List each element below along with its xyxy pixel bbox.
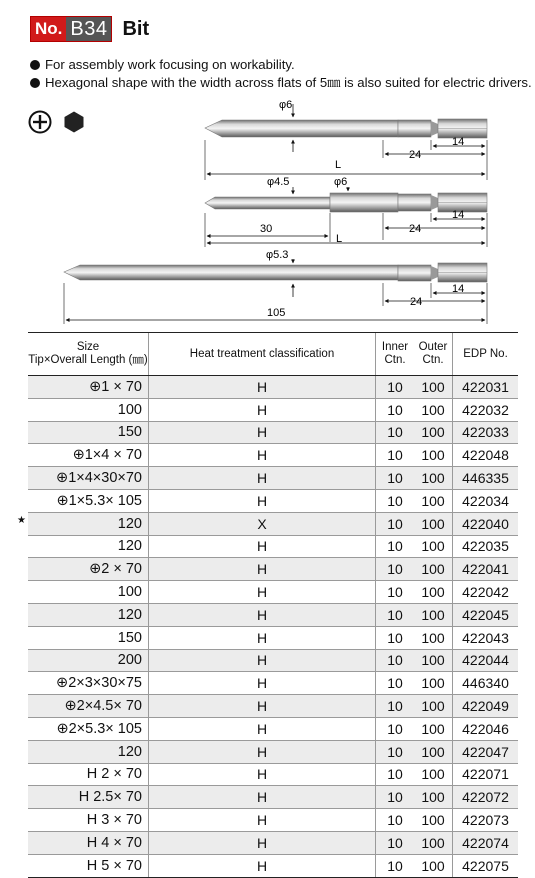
outer-ctn-cell: 100	[414, 467, 453, 490]
heat-cell: H	[149, 489, 376, 512]
outer-ctn-cell: 100	[414, 717, 453, 740]
edp-cell: 422044	[453, 649, 519, 672]
size-column-header	[28, 333, 149, 376]
edp-cell: 422041	[453, 558, 519, 581]
heat-cell: H	[149, 626, 376, 649]
bit-3-overall-length: 105	[267, 307, 286, 319]
heat-cell: H	[149, 444, 376, 467]
inner-ctn-cell: 10	[376, 649, 415, 672]
size-cell: 150	[28, 626, 149, 649]
heat-cell: H	[149, 786, 376, 809]
outer-ctn-cell: 100	[414, 786, 453, 809]
heat-cell: H	[149, 809, 376, 832]
inner-ctn-cell: 10	[376, 444, 415, 467]
edp-cell: 446335	[453, 467, 519, 490]
outer-ctn-cell: 100	[414, 558, 453, 581]
edp-cell: 422042	[453, 581, 519, 604]
edp-cell: 422035	[453, 535, 519, 558]
table-row	[28, 489, 518, 512]
outer-ctn-cell: 100	[414, 649, 453, 672]
size-cell: ⊕2×3×30×75	[28, 672, 149, 695]
edp-cell: 422071	[453, 763, 519, 786]
inner-ctn-cell: 10	[376, 558, 415, 581]
heat-cell: H	[149, 376, 376, 399]
outer-ctn-cell: 100	[414, 809, 453, 832]
bit-3-dim-14: 14	[452, 283, 465, 295]
heat-cell: H	[149, 535, 376, 558]
size-cell: ⊕2×4.5× 70	[28, 695, 149, 718]
bit-2-drawing	[205, 176, 487, 247]
edp-cell: 446340	[453, 672, 519, 695]
product-title: Bit	[122, 17, 150, 40]
bit-1-drawing	[205, 99, 487, 180]
bit-2-dim-14: 14	[452, 209, 465, 221]
specification-table	[28, 332, 518, 878]
heat-cell: H	[149, 763, 376, 786]
bit-dimension-diagram	[0, 95, 535, 330]
product-number-badge	[30, 16, 112, 42]
outer-ctn-cell: 100	[414, 581, 453, 604]
inner-ctn-cell: 10	[376, 512, 415, 535]
inner-ctn-cell: 10	[376, 489, 415, 512]
outer-ctn-cell: 100	[414, 444, 453, 467]
inner-ctn-cell: 10	[376, 809, 415, 832]
table-row	[28, 558, 518, 581]
heat-cell: H	[149, 581, 376, 604]
bit-2-shank-diameter: φ6	[334, 176, 348, 188]
outer-ctn-cell: 100	[414, 695, 453, 718]
outer-ctn-cell: 100	[414, 535, 453, 558]
bit-3-drawing	[64, 249, 487, 324]
outer-ctn-cell: 100	[414, 421, 453, 444]
table-row	[28, 535, 518, 558]
inner-ctn-cell: 10	[376, 763, 415, 786]
outer-ctn-cell: 100	[414, 512, 453, 535]
inner-ctn-cell: 10	[376, 740, 415, 763]
inner-ctn-cell: 10	[376, 831, 415, 854]
edp-cell: 422032	[453, 398, 519, 421]
bit-1-length-label: L	[335, 159, 342, 171]
table-row	[28, 717, 518, 740]
inner-ctn-cell: 10	[376, 786, 415, 809]
heat-cell: H	[149, 854, 376, 877]
table-header-row	[28, 333, 518, 376]
size-header-line: Tip×Overall Length (㎜)	[28, 354, 148, 366]
edp-cell: 422075	[453, 854, 519, 877]
heat-cell: H	[149, 831, 376, 854]
outer-column-header	[414, 333, 453, 376]
inner-ctn-cell: 10	[376, 376, 415, 399]
inner-ctn-cell: 10	[376, 421, 415, 444]
feature-text: Hexagonal shape with the width across flats of 5㎜ is also suited for electric drivers.	[45, 75, 532, 90]
table-row	[28, 740, 518, 763]
outer-ctn-cell: 100	[414, 672, 453, 695]
table-row	[28, 626, 518, 649]
heat-cell: H	[149, 558, 376, 581]
size-cell: 100	[28, 398, 149, 421]
outer-ctn-cell: 100	[414, 763, 453, 786]
size-cell: ⊕1×4 × 70	[28, 444, 149, 467]
edp-cell: 422033	[453, 421, 519, 444]
heat-cell: H	[149, 717, 376, 740]
outer-ctn-cell: 100	[414, 603, 453, 626]
size-cell: H 2 × 70	[28, 763, 149, 786]
table-row	[28, 421, 518, 444]
bullet-dot-icon	[30, 60, 40, 70]
inner-ctn-cell: 10	[376, 695, 415, 718]
table-row	[28, 603, 518, 626]
size-cell: ⊕2 × 70	[28, 558, 149, 581]
size-cell: H 4 × 70	[28, 831, 149, 854]
inner-ctn-cell: 10	[376, 854, 415, 877]
outer-ctn-cell: 100	[414, 740, 453, 763]
size-cell: ⊕1 × 70	[28, 376, 149, 399]
edp-cell: 422074	[453, 831, 519, 854]
feature-list	[30, 56, 532, 92]
feature-item	[30, 56, 532, 74]
inner-ctn-cell: 10	[376, 467, 415, 490]
number-prefix: No.	[31, 17, 66, 41]
edp-column-header: EDP No.	[453, 333, 519, 376]
feature-text: For assembly work focusing on workability.	[45, 57, 295, 72]
table-row	[28, 398, 518, 421]
heat-cell: H	[149, 695, 376, 718]
heat-cell: H	[149, 467, 376, 490]
product-header	[30, 16, 149, 42]
inner-ctn-cell: 10	[376, 672, 415, 695]
bit-1-dim-24: 24	[409, 149, 422, 161]
inner-ctn-cell: 10	[376, 535, 415, 558]
product-code: B34	[66, 17, 111, 41]
size-cell: 120	[28, 740, 149, 763]
size-cell: H 3 × 70	[28, 809, 149, 832]
inner-ctn-cell: 10	[376, 398, 415, 421]
table-row	[28, 444, 518, 467]
size-cell: 150	[28, 421, 149, 444]
heat-cell: H	[149, 649, 376, 672]
bit-2-length-label: L	[336, 233, 343, 245]
table-row	[28, 512, 518, 535]
heat-column-header: Heat treatment classification	[149, 333, 376, 376]
inner-ctn-cell: 10	[376, 717, 415, 740]
heat-cell: H	[149, 421, 376, 444]
edp-cell: 422047	[453, 740, 519, 763]
size-cell: H 5 × 70	[28, 854, 149, 877]
table-row	[28, 809, 518, 832]
star-mark-icon: ★	[17, 514, 26, 526]
edp-cell: 422049	[453, 695, 519, 718]
inner-header-line: Ctn.	[384, 354, 406, 366]
edp-cell: 422048	[453, 444, 519, 467]
inner-ctn-cell: 10	[376, 581, 415, 604]
size-cell: H 2.5× 70	[28, 786, 149, 809]
size-cell: 120	[28, 535, 149, 558]
edp-cell: 422040	[453, 512, 519, 535]
size-cell: ⊕1×4×30×70	[28, 467, 149, 490]
outer-ctn-cell: 100	[414, 854, 453, 877]
outer-ctn-cell: 100	[414, 626, 453, 649]
table-row	[28, 763, 518, 786]
edp-cell: 422031	[453, 376, 519, 399]
outer-ctn-cell: 100	[414, 489, 453, 512]
bit-3-dim-24: 24	[410, 296, 423, 308]
heat-cell: H	[149, 740, 376, 763]
inner-column-header	[376, 333, 415, 376]
size-cell: ⊕2×5.3× 105	[28, 717, 149, 740]
bullet-dot-icon	[30, 78, 40, 88]
heat-cell: X	[149, 512, 376, 535]
table-row	[28, 376, 518, 399]
table-row	[28, 649, 518, 672]
outer-header-line: Outer	[418, 341, 448, 353]
inner-header-line: Inner	[381, 341, 409, 353]
size-cell: 200	[28, 649, 149, 672]
size-cell: 120	[28, 512, 149, 535]
table-body	[28, 376, 518, 878]
bit-1-diameter: φ6	[279, 99, 293, 111]
table-row	[28, 786, 518, 809]
table-row	[28, 581, 518, 604]
heat-cell: H	[149, 603, 376, 626]
table-row	[28, 467, 518, 490]
edp-cell: 422034	[453, 489, 519, 512]
edp-cell: 422046	[453, 717, 519, 740]
outer-header-line: Ctn.	[422, 354, 444, 366]
edp-cell: 422045	[453, 603, 519, 626]
bit-2-tip-diameter: φ4.5	[267, 176, 290, 188]
size-cell: 120	[28, 603, 149, 626]
outer-ctn-cell: 100	[414, 376, 453, 399]
bit-1-dim-14: 14	[452, 136, 465, 148]
outer-ctn-cell: 100	[414, 398, 453, 421]
heat-cell: H	[149, 672, 376, 695]
bit-3-diameter: φ5.3	[266, 249, 289, 261]
table-row	[28, 831, 518, 854]
size-header-line: Size	[76, 341, 100, 353]
inner-ctn-cell: 10	[376, 626, 415, 649]
bit-2-dim-24: 24	[409, 223, 422, 235]
edp-cell: 422043	[453, 626, 519, 649]
table-row	[28, 672, 518, 695]
table-row	[28, 695, 518, 718]
inner-ctn-cell: 10	[376, 603, 415, 626]
outer-ctn-cell: 100	[414, 831, 453, 854]
size-cell: ⊕1×5.3× 105	[28, 489, 149, 512]
size-cell: 100	[28, 581, 149, 604]
heat-cell: H	[149, 398, 376, 421]
feature-item	[30, 74, 532, 92]
edp-cell: 422073	[453, 809, 519, 832]
edp-cell: 422072	[453, 786, 519, 809]
bit-2-dim-30: 30	[260, 223, 273, 235]
